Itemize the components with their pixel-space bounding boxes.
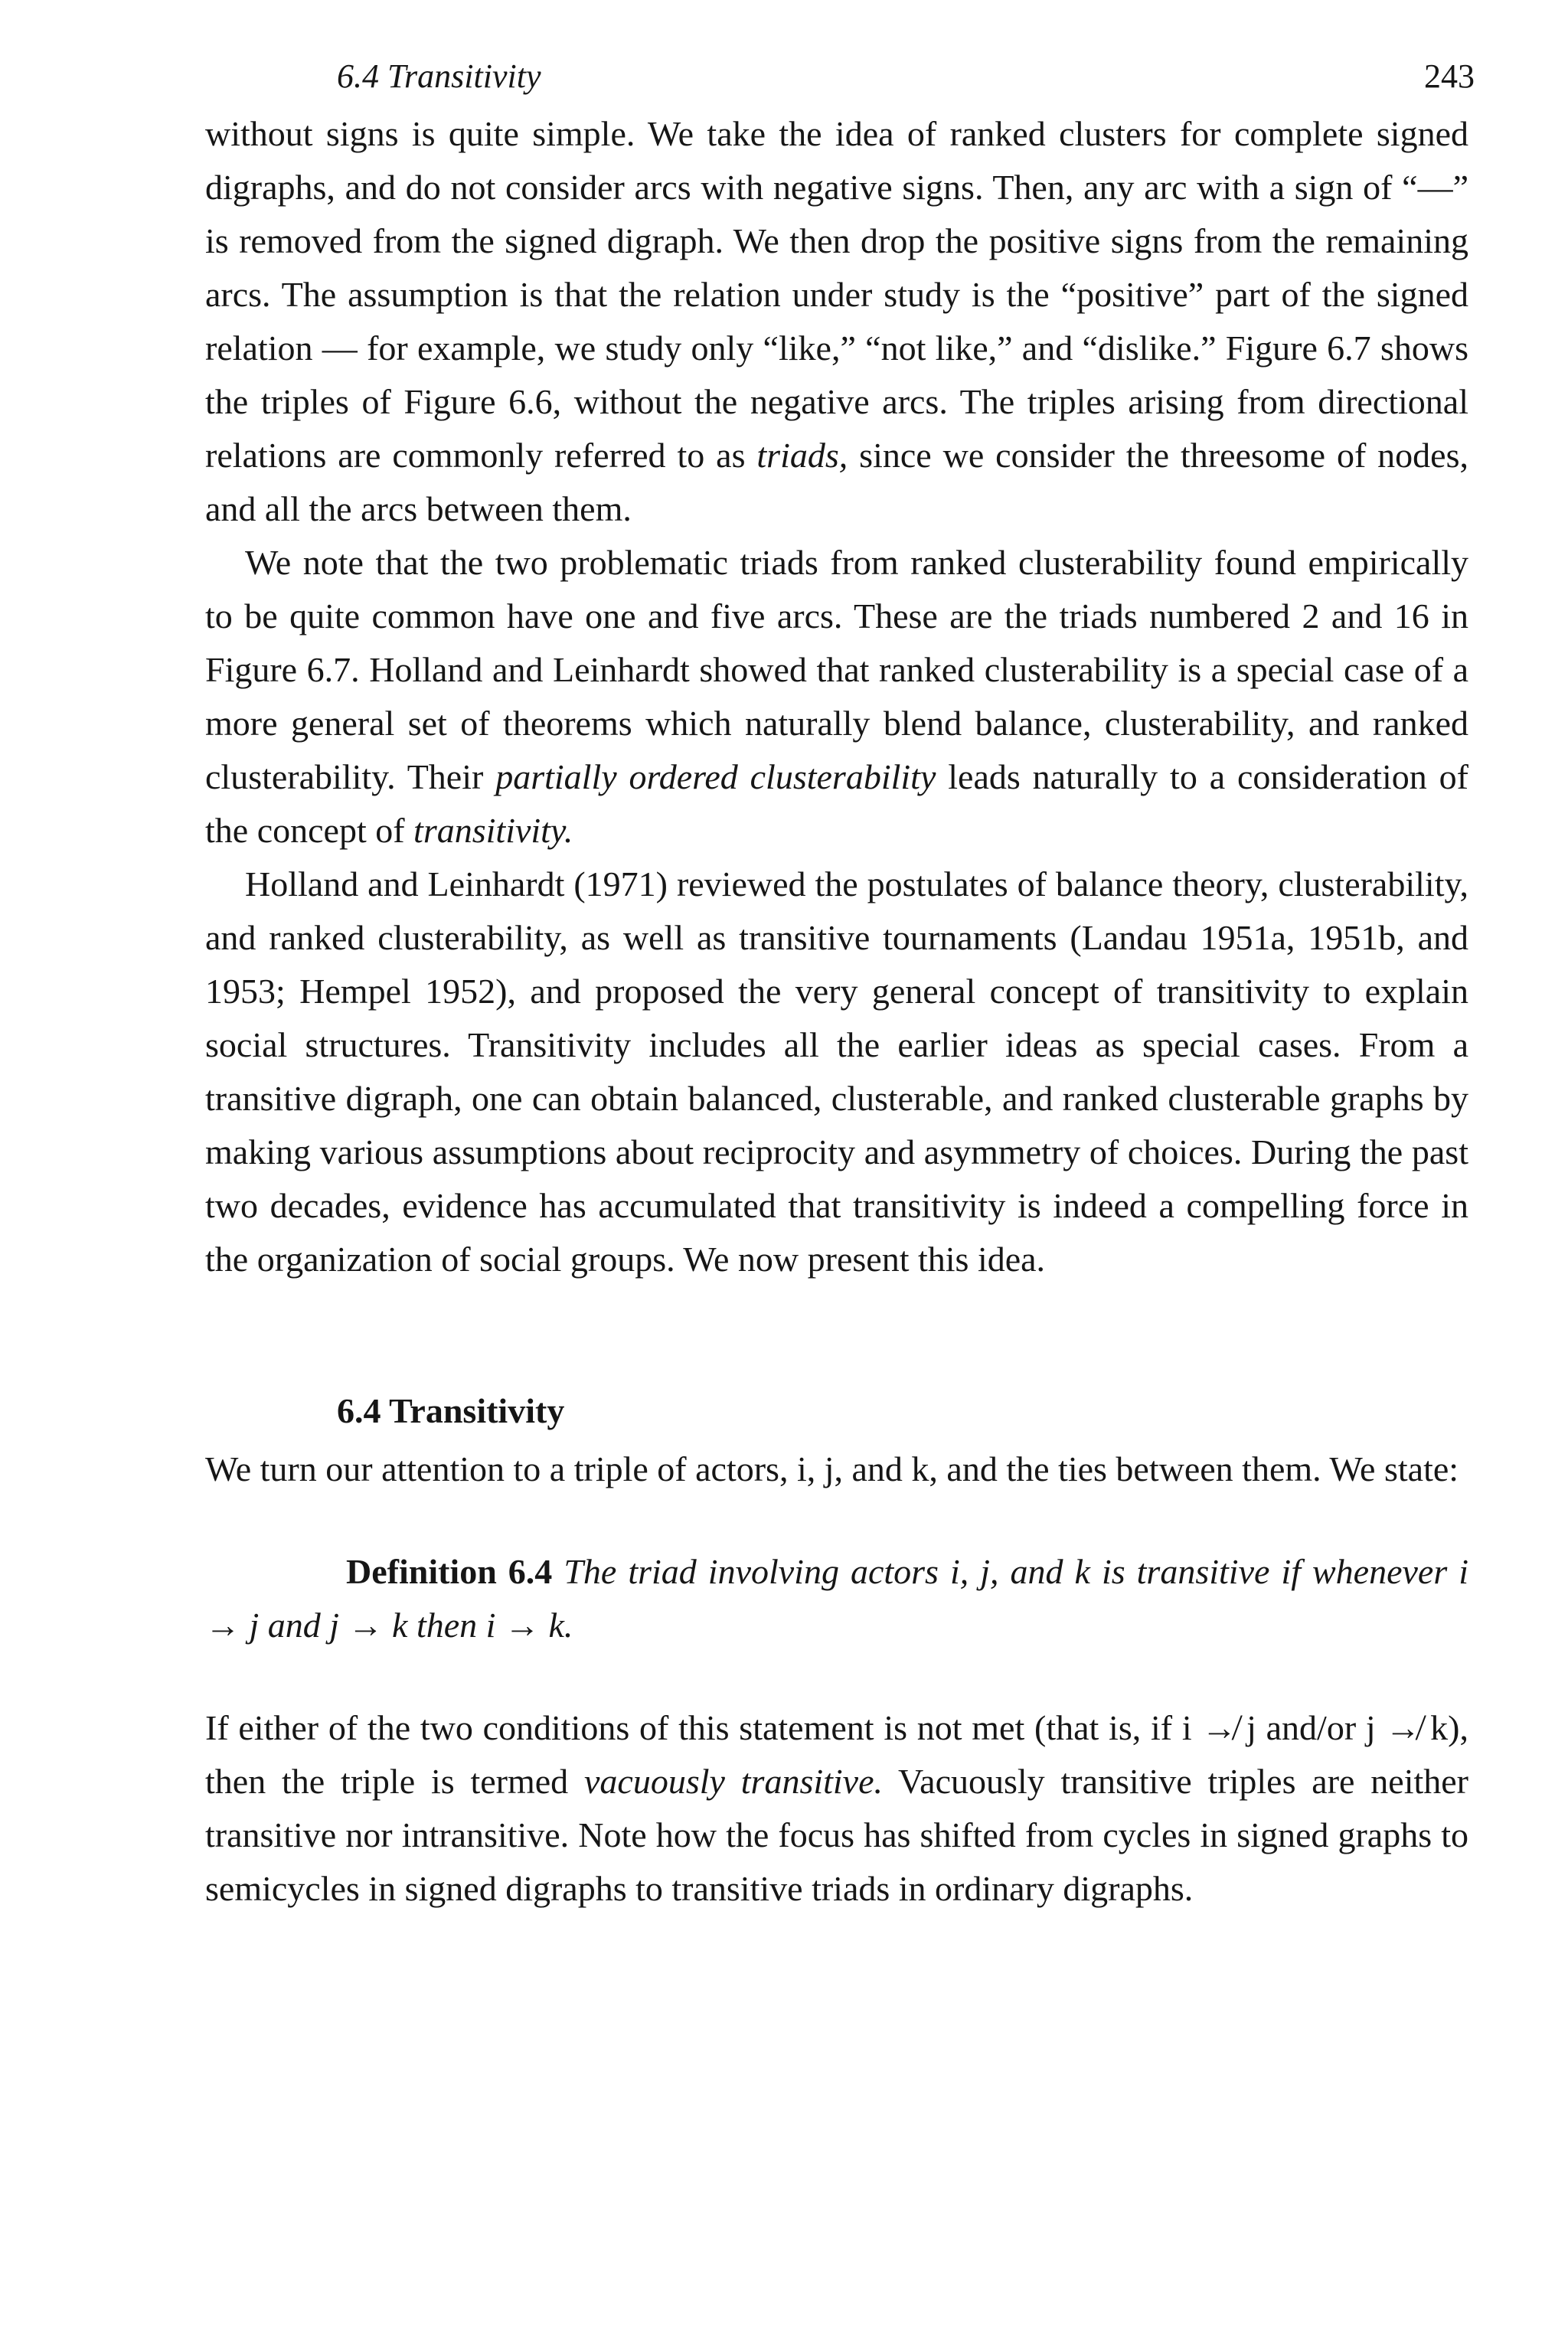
definition-text: The triad involving actors i, j, and k is transitive if whenever i → j and j → k then i → k.: [205, 1552, 1469, 1645]
running-head: [205, 54, 1475, 100]
definition-label: Definition 6.4: [346, 1552, 553, 1591]
closing-text-b: Vacuously transitive triples are neither transitive nor intransitive. Note how the focus has shifted from cycles in signed graphs to semicycles in signed digraphs to transitive triads in ordinary digraphs.: [205, 1762, 1468, 1908]
running-head-title: 6.4 Transitivity: [337, 57, 541, 95]
definition-6-4: [205, 1545, 1468, 1652]
paragraph-2-text-b: leads naturally to a consideration of the concept of: [205, 757, 1469, 850]
term-vacuously-transitive: vacuously transitive.: [584, 1762, 884, 1801]
paragraph-2: [205, 536, 1468, 858]
paragraph-1: [205, 107, 1468, 536]
closing-text-a: If either of the two conditions of this statement is not met (that is, if i ↛ j and/or j ↛ k), then the triple is termed: [205, 1708, 1468, 1801]
paragraph-3: [205, 858, 1468, 1286]
closing-paragraph: [205, 1701, 1468, 1916]
section-intro: We turn our attention to a triple of actors, i, j, and k, and the ties between them. We state:: [205, 1449, 1459, 1488]
paragraph-1-text-b: since we consider the threesome of nodes, and all the arcs between them.: [205, 436, 1468, 528]
section-heading: 6.4 Transitivity: [337, 1391, 565, 1430]
page-number: 243: [1424, 57, 1475, 95]
paragraph-2-text-a: We note that the two problematic triads from ranked clusterability found empirically to be quite common have one and five arcs. These are the triads numbered 2 and 16 in Figure 6.7. Holland and Leinhardt showed that ranked clusterability is a special case of a more general set of theorems which naturally blend balance, clusterability, and ranked clusterability. Their: [205, 543, 1468, 796]
term-partially-ordered-clusterability: partially ordered clusterability: [495, 757, 936, 796]
term-triads: triads,: [756, 436, 848, 475]
term-transitivity: transitivity.: [413, 811, 573, 850]
paragraph-3-text: Holland and Leinhardt (1971) reviewed the postulates of balance theory, clusterability, and ranked clusterability, as well as transitive tournaments (Landau 1951a, 1951b, and 1953; Hempel 1952), and proposed the very general concept of transitivity to explain social structures. Transitivity includes all the earlier ideas as special cases. From a transitive digraph, one can obtain balanced, clusterable, and ranked clusterable graphs by making various assumptions about reciprocity and asymmetry of choices. During the past two decades, evidence has accumulated that transitivity is indeed a compelling force in the organization of social groups. We now present this idea.: [205, 864, 1468, 1279]
paragraph-1-text-a: without signs is quite simple. We take the idea of ranked clusters for complete signed digraphs, and do not consider arcs with negative signs. Then, any arc with a sign of “—” is removed from the signed digraph. We then drop the positive signs from the remaining arcs. The assumption is that the relation under study is the “positive” part of the signed relation — for example, we study only “like,” “not like,” and “dislike.” Figure 6.7 shows the triples of Figure 6.6, without the negative arcs. The triples arising from directional relations are commonly referred to as: [205, 114, 1468, 475]
page: [205, 54, 1475, 1916]
